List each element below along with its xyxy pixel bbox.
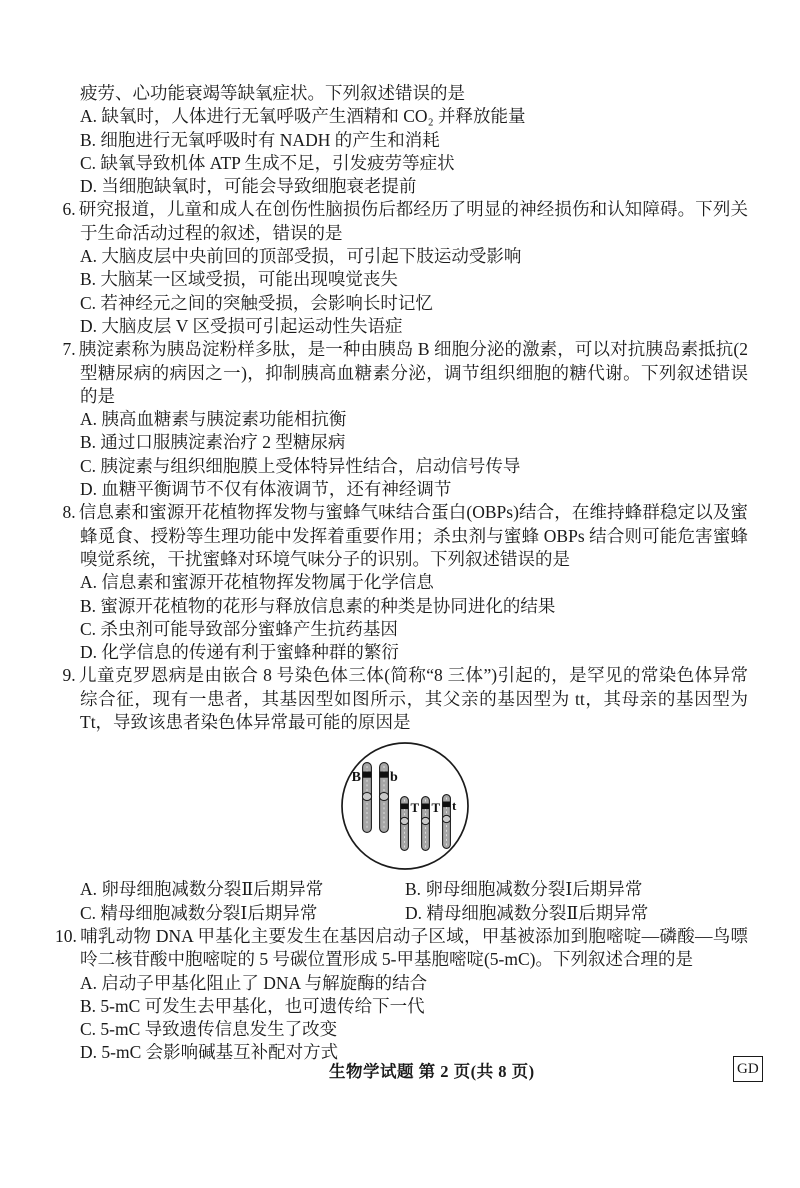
question-stem: 疲劳、心功能衰竭等缺氧症状。下列叙述错误的是 xyxy=(80,83,465,103)
question-5-continuation xyxy=(80,82,748,198)
question-number: 6. xyxy=(62,199,76,220)
question-stem xyxy=(55,925,748,972)
page-footer-title: 生物学试题 第 2 页(共 8 页) xyxy=(329,1062,535,1081)
trisomy-cell-figure xyxy=(339,740,479,876)
chromosome-diagram xyxy=(339,740,479,876)
option-d: D. 化学信息的传递有利于蜜蜂种群的繁衍 xyxy=(80,642,399,663)
question-8 xyxy=(62,501,748,664)
chromosome-small-t xyxy=(442,795,450,849)
option-b: B. 5-mC 可发生去甲基化，也可遗传给下一代 xyxy=(80,995,425,1016)
question-stem-text: 胰淀素称为胰岛淀粉样多肽，是一种由胰岛 B 细胞分泌的激素，可以对抗胰岛素抵抗(2 型糖尿病的病因之一)，抑制胰高血糖素分泌，调节组织细胞的糖代谢。下列叙述错误的是 xyxy=(78,339,748,406)
question-number: 10. xyxy=(55,925,77,946)
chromosome-label: t xyxy=(452,798,457,814)
option-a: A. 卵母细胞减数分裂Ⅱ后期异常 xyxy=(80,879,324,900)
option-c: C. 若神经元之间的突触受损，会影响长时记忆 xyxy=(80,292,433,313)
option-a: A. 胰高血糖素与胰淀素功能相抗衡 xyxy=(80,409,347,430)
question-10 xyxy=(55,925,748,1065)
question-number: 7. xyxy=(62,339,76,360)
question-number: 9. xyxy=(62,665,76,686)
chromosome-label: B xyxy=(351,770,361,786)
chromosome-label: T xyxy=(431,800,441,816)
question-number: 8. xyxy=(62,502,76,523)
chromosome-large-b xyxy=(379,763,388,833)
option-b: B. 大脑某一区域受损，可能出现嗅觉丧失 xyxy=(80,269,398,290)
option-b: B. 卵母细胞减数分裂Ⅰ后期异常 xyxy=(405,879,643,900)
option-d: D. 精母细胞减数分裂Ⅱ后期异常 xyxy=(405,902,649,923)
chromosome-label: T xyxy=(410,800,420,816)
options-row-1 xyxy=(80,878,748,901)
question-stem-text: 儿童克罗恩病是由嵌合 8 号染色体三体(简称“8 三体”)引起的，是罕见的常染色体异常综合征，现有一患者，其基因型如图所示，其父亲的基因型为 tt，其母亲的基因型为 Tt，导致该患者染色体异常最可能的原因是 xyxy=(78,665,748,733)
questions-area xyxy=(55,82,748,1065)
option-d: D. 大脑皮层 V 区受损可引起运动性失语症 xyxy=(80,315,403,336)
chromosome-large-B xyxy=(362,763,371,833)
question-9 xyxy=(62,664,748,924)
option-b: B. 蜜源开花植物的花形与释放信息素的种类是协同进化的结果 xyxy=(80,595,556,616)
footer-badge-gd: GD xyxy=(733,1056,763,1082)
question-stem-text: 哺乳动物 DNA 甲基化主要发生在基因启动子区域，甲基被添加到胞嘧啶—磷酸—鸟嘌呤二核苷酸中胞嘧啶的 5 号碳位置形成 5-甲基胞嘧啶(5-mC)。下列叙述合理的是 xyxy=(79,925,748,970)
question-7 xyxy=(62,338,748,501)
question-stem xyxy=(62,664,748,734)
option-d: D. 5-mC 会影响碱基互补配对方式 xyxy=(80,1042,339,1063)
option-d: D. 血糖平衡调节不仅有体液调节，还有神经调节 xyxy=(80,479,452,500)
option-c: C. 缺氧导致机体 ATP 生成不足，引发疲劳等症状 xyxy=(80,152,455,173)
option-a: A. 启动子甲基化阻止了 DNA 与解旋酶的结合 xyxy=(80,972,428,993)
question-6 xyxy=(62,198,748,338)
option-a: A. 缺氧时，人体进行无氧呼吸产生酒精和 CO₂ 并释放能量 xyxy=(80,106,526,127)
option-b: B. 通过口服胰淀素治疗 2 型糖尿病 xyxy=(80,432,346,453)
chromosome-small-T1 xyxy=(400,797,408,851)
chromosome-small-T2 xyxy=(421,797,429,851)
question-stem xyxy=(62,338,748,408)
option-c: C. 杀虫剂可能导致部分蜜蜂产生抗药基因 xyxy=(80,618,398,639)
option-a: A. 信息素和蜜源开花植物挥发物属于化学信息 xyxy=(80,572,434,593)
option-b: B. 细胞进行无氧呼吸时有 NADH 的产生和消耗 xyxy=(80,129,440,150)
option-c: C. 胰淀素与组织细胞膜上受体特异性结合，启动信号传导 xyxy=(80,455,521,476)
option-d: D. 当细胞缺氧时，可能会导致细胞衰老提前 xyxy=(80,176,417,197)
question-stem xyxy=(62,198,748,245)
option-a: A. 大脑皮层中央前回的顶部受损，可引起下肢运动受影响 xyxy=(80,246,522,267)
question-stem-text: 研究报道，儿童和成人在创伤性脑损伤后都经历了明显的神经损伤和认知障碍。下列关于生命活动过程的叙述，错误的是 xyxy=(78,199,748,243)
option-c: C. 5-mC 导致遗传信息发生了改变 xyxy=(80,1019,338,1040)
options-row-2 xyxy=(80,902,748,925)
chromosome-label: b xyxy=(390,770,398,786)
question-stem-text: 信息素和蜜源开花植物挥发物与蜜蜂气味结合蛋白(OBPs)结合，在维持蜂群稳定以及蜜蜂觅食、授粉等生理功能中发挥着重要作用；杀虫剂与蜜蜂 OBPs 结合则可能危害蜜蜂嗅觉系统，干扰蜜蜂对环境气味分子的识别。下列叙述错误的是 xyxy=(78,502,748,569)
question-stem xyxy=(62,501,748,571)
option-c: C. 精母细胞减数分裂Ⅰ后期异常 xyxy=(80,902,318,923)
